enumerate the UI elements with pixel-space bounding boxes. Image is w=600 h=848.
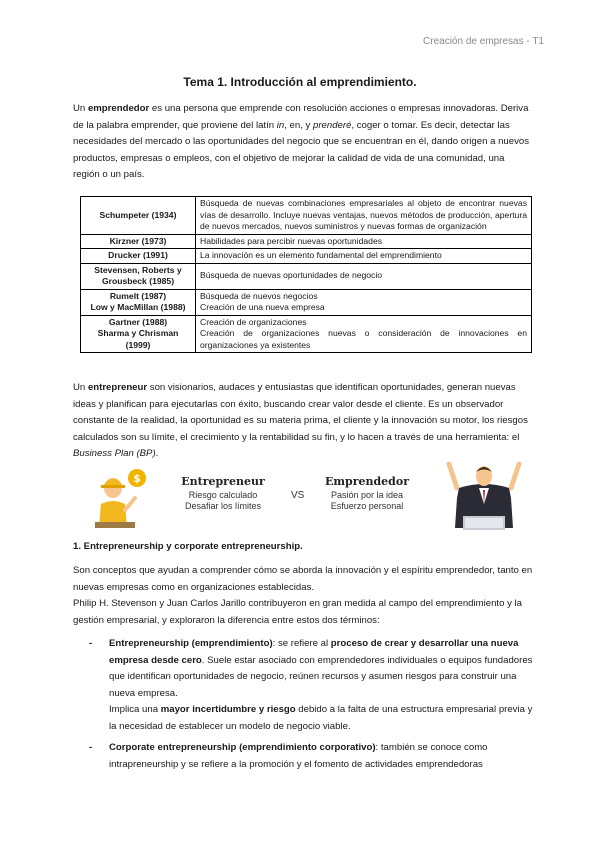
intro-text: es una persona que emprende con resolución acciones o empresas innovadoras. Deriva de la palabra emprender, que proviene del latín [73, 103, 529, 131]
list-item [73, 740, 533, 773]
bullet-text: : también se conoce como intrapreneurship y se refiere a la promoción y el fomento de actividades emprendedoras [109, 742, 488, 770]
author-name: Gartner (1988) [108, 316, 168, 327]
emprendedor-heading: Emprendedor [324, 475, 410, 488]
entrepreneur-term: entrepreneur [87, 382, 148, 393]
author-cell [81, 234, 196, 249]
svg-text:$: $ [133, 472, 141, 485]
author-name: Kirzner (1973) [109, 235, 167, 246]
intro-text: Un [73, 103, 88, 114]
bullet-dash: - [89, 638, 93, 649]
author-cell [81, 197, 196, 235]
author-cell [81, 249, 196, 264]
author-name: Rumelt (1987) [109, 290, 167, 301]
description-cell [196, 289, 532, 315]
intro-text: , en, y [284, 119, 314, 131]
description-cell [196, 234, 532, 249]
entrepreneur-text: . [155, 448, 159, 459]
business-plan-term: Business Plan (BP) [73, 448, 156, 459]
table-row [81, 263, 532, 289]
definition-text: La innovación es un elemento fundamental del emprendimiento [200, 250, 442, 260]
table-row [81, 315, 532, 353]
author-cell [81, 263, 196, 289]
description-cell [196, 315, 532, 353]
definition-text: Búsqueda de nuevos negocios [200, 290, 318, 301]
definition-text: Búsqueda de nuevas combinaciones empresariales al objeto de encontrar nuevas vías de desarrollo. Incluye nuevas ventajas, nuevos métodos de producción, apertura de nuevos mercados, nuevos suministros y nuevas formas de organización [200, 198, 527, 231]
description-cell [196, 197, 532, 235]
list-item [73, 636, 533, 735]
entrepreneur-trait: Riesgo calculado [188, 490, 258, 500]
latin-word: prenderé [313, 119, 352, 131]
entrepreneur-heading: Entrepreneur [181, 475, 265, 488]
latin-word: in [276, 119, 285, 131]
definition-text: Búsqueda de nuevas oportunidades de negocio [200, 270, 383, 281]
bullet-emphasis: mayor incertidumbre y riesgo [160, 704, 296, 715]
entrepreneur-paragraph [73, 380, 533, 463]
author-name: Low y MacMillan (1988) [90, 302, 186, 312]
bullet-text: . Suele estar asociado con emprendedores individuales o equipos fundadores que identifican oportunidades de negocio, reúnen recursos y asumen riesgos para construir una nueva empresa. [109, 654, 533, 699]
entrepreneur-trait: Desafiar los límites [184, 501, 262, 511]
intro-term: emprendedor [87, 103, 150, 114]
list-item-body [109, 636, 533, 735]
entrepreneur-column [175, 476, 271, 512]
section-contributors: Philip H. Stevenson y Juan Carlos Jarillo contribuyeron en gran medida al campo del emprendimiento y la gestión empresarial, y exploraron la diferencia entre estos dos términos: [73, 598, 523, 626]
table-row [81, 234, 532, 249]
worker-with-ideas-icon [95, 466, 161, 528]
intro-text: , coger o tomar. Es decir, detectar las necesidades del mercado o las oportunidades del negocio que se encuentran en él, dando origen a nuevos productos, empresas o empleos, con el objetivo de mejorar la calidad de vida de una comunidad, una región o un país. [73, 119, 530, 180]
intro-paragraph [73, 101, 533, 184]
definition-text: Habilidades para percibir nuevas oportunidades [200, 235, 383, 246]
description-cell [196, 249, 532, 264]
bullet-text: Implica una [109, 704, 161, 715]
author-name: Schumpeter (1934) [99, 209, 177, 220]
page-header: Creación de empresas - T1 [423, 36, 544, 47]
definition-text: Creación de organizaciones [200, 316, 307, 327]
bullet-dash: - [89, 742, 93, 753]
author-name: Stevensen, Roberts y Grousbeck (1985) [94, 264, 182, 286]
bullet-emphasis: proceso de crear y desarrollar una nueva empresa desde cero [109, 638, 519, 666]
section-intro: Son conceptos que ayudan a comprender cómo se aborda la innovación y el espíritu emprendedor, tanto en nuevas empresas como en organizaciones establecidas. [73, 565, 533, 593]
bullet-text: : se refiere al [272, 638, 331, 649]
author-cell [81, 289, 196, 315]
bullet-text: debido a la falta de una estructura empresarial previa y la necesidad de establecer un modelo de negocio viable. [109, 704, 533, 732]
emprendedor-trait: Esfuerzo personal [330, 501, 404, 511]
table-row [81, 197, 532, 235]
emprendedor-trait: Pasión por la idea [330, 490, 404, 500]
definition-text: Creación de organizaciones nuevas o consideración de innovaciones en organizaciones ya existentes [200, 328, 527, 350]
section-title: 1. Entrepreneurship y corporate entrepreneurship. [73, 541, 303, 552]
entrepreneur-vs-emprendedor [95, 466, 525, 528]
list-item-body [109, 740, 533, 773]
bullet-lead: Entrepreneurship (emprendimiento) [109, 638, 273, 649]
table-row [81, 289, 532, 315]
page-title: Tema 1. Introducción al emprendimiento. [183, 75, 417, 89]
author-name: Drucker (1991) [108, 250, 168, 260]
table-row [81, 249, 532, 264]
bullet-lead: Corporate entrepreneurship (emprendimiento corporativo) [109, 742, 376, 753]
entrepreneur-text: son visionarios, audaces y entusiastas que identifican oportunidades, generan nuevas ideas y planifican para ejecutarlas con éxito, buscando crear valor desde el cliente. Es un observador constante de la realidad, la oportunidad es su materia prima, el cliente y la innovación su motor, los riesgos calculados son su límite, el crecimiento y la rentabilidad su fin, y lo hacen a través de una herramienta: el [73, 382, 528, 443]
author-cell [81, 315, 196, 353]
definition-text: Creación de una nueva empresa [200, 302, 325, 312]
description-cell [196, 263, 532, 289]
author-name: Sharma y Chrisman (1999) [97, 328, 179, 350]
vs-label: VS [291, 490, 305, 501]
definitions-table [80, 196, 532, 353]
emprendedor-column [319, 476, 415, 512]
entrepreneur-text: Un [73, 382, 88, 393]
businessman-laptop-icon [443, 458, 525, 530]
